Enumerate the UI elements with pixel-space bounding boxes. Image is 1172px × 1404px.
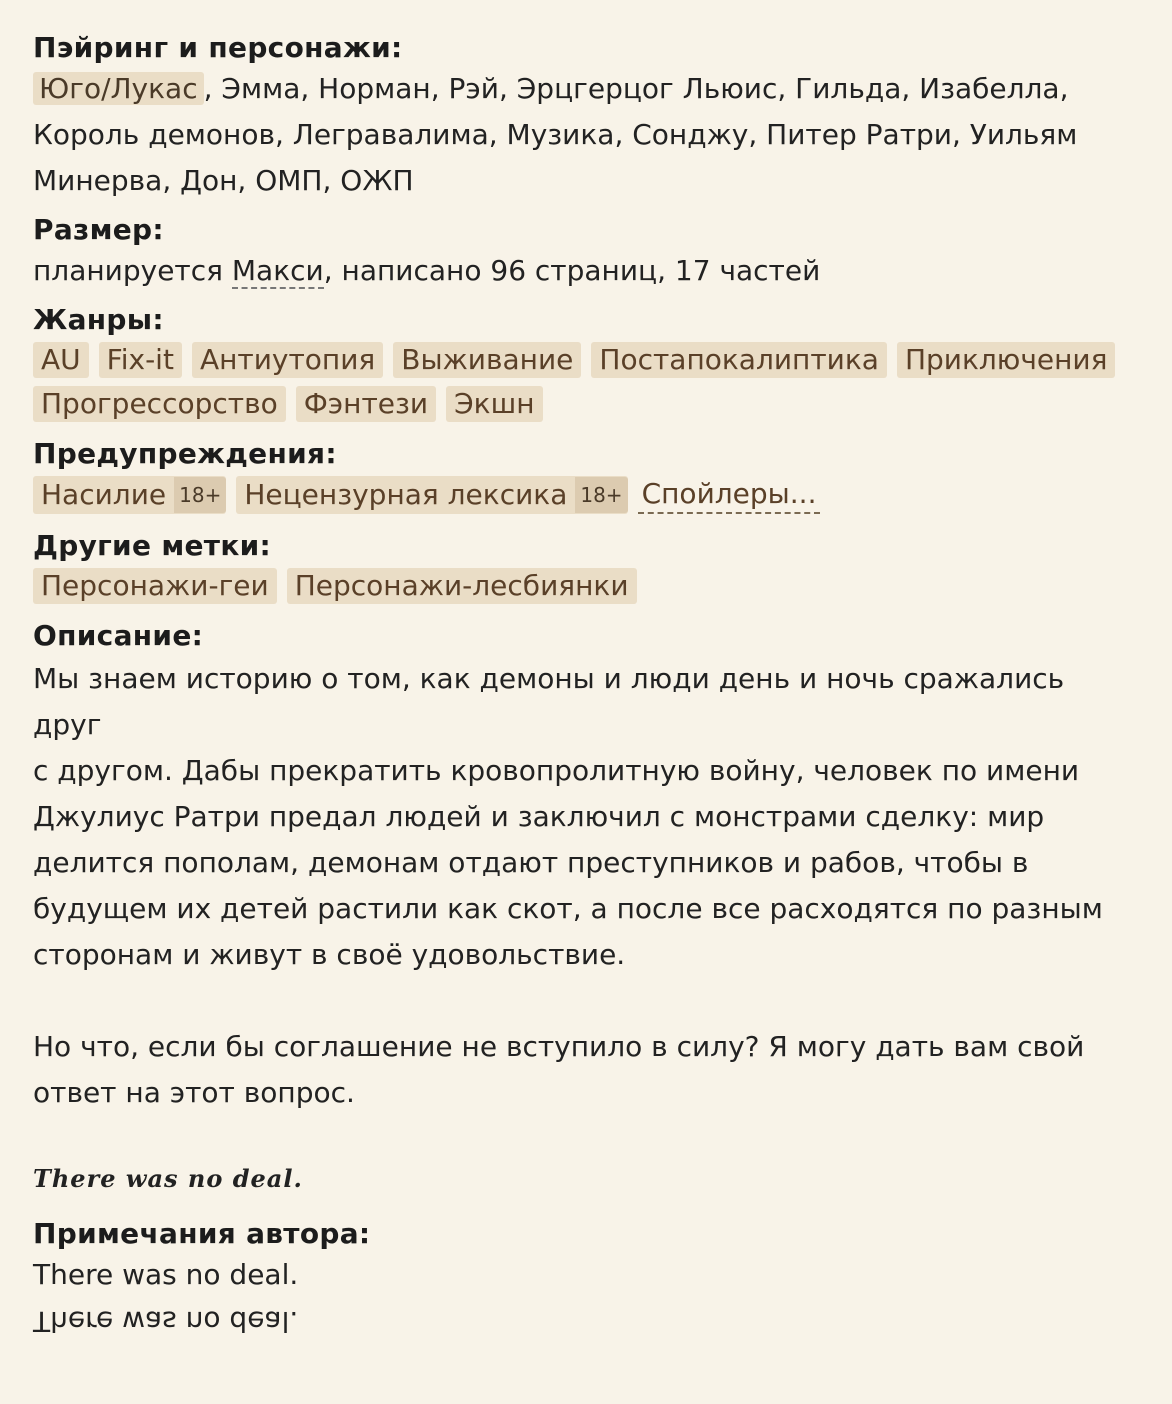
pairing-label: Пэйринг и персонажи: bbox=[33, 31, 403, 64]
size-link[interactable]: Макси bbox=[231, 254, 324, 287]
desc-line: Но что, если бы соглашение не вступило в силу? Я могу дать вам свой bbox=[33, 1030, 1085, 1063]
notes-line: There was no deal. bbox=[33, 1258, 299, 1291]
characters-line2: Король демонов, Легравалима, Музика, Сонджу, Питер Ратри, Уильям bbox=[33, 118, 1078, 151]
description-section bbox=[33, 618, 1133, 1202]
genres-tags bbox=[33, 342, 1133, 422]
genre-tag[interactable]: AU bbox=[33, 342, 89, 378]
desc-line: с другом. Дабы прекратить кровопролитную войну, человек по имени bbox=[33, 754, 1080, 787]
genre-tag[interactable]: Выживание bbox=[393, 342, 581, 378]
desc-line: Мы знаем историю о том, как демоны и люди день и ночь сражались друг bbox=[33, 662, 1065, 741]
genre-tag[interactable]: Фэнтези bbox=[296, 386, 436, 422]
genre-tag[interactable]: Экшн bbox=[446, 386, 542, 422]
pairing-section bbox=[33, 30, 1133, 204]
warnings-tags bbox=[33, 476, 1133, 514]
genres-label: Жанры: bbox=[33, 303, 164, 336]
spoilers-link[interactable]: Спойлеры... bbox=[638, 476, 821, 514]
genre-tag[interactable]: Приключения bbox=[897, 342, 1116, 378]
age-badge: 18+ bbox=[575, 477, 627, 513]
characters-line1: , Эмма, Норман, Рэй, Эрцгерцог Льюис, Гильда, Изабелла, bbox=[203, 72, 1069, 105]
other-tags-section bbox=[33, 528, 1133, 604]
genres-section bbox=[33, 302, 1133, 422]
genre-tag[interactable]: Постапокалиптика bbox=[591, 342, 887, 378]
warning-text: Нецензурная лексика bbox=[244, 478, 568, 511]
genre-tag[interactable]: Антиутопия bbox=[192, 342, 383, 378]
size-suffix: , написано 96 страниц, 17 частей bbox=[323, 254, 821, 287]
size-prefix: планируется bbox=[33, 254, 232, 287]
desc-line: сторонам и живут в своё удовольствие. bbox=[33, 938, 626, 971]
size-label: Размер: bbox=[33, 213, 164, 246]
notes-label: Примечания автора: bbox=[33, 1217, 371, 1250]
warnings-section bbox=[33, 436, 1133, 514]
desc-line: делится пополам, демонам отдают преступников и рабов, чтобы в bbox=[33, 846, 1029, 879]
warning-tag-violence[interactable] bbox=[33, 476, 226, 514]
age-badge: 18+ bbox=[174, 477, 226, 513]
gothic-line: There was no deal. bbox=[33, 1164, 303, 1193]
other-tag[interactable]: Персонажи-лесбиянки bbox=[287, 568, 637, 604]
genre-tag[interactable]: Fix-it bbox=[99, 342, 182, 378]
description-paragraph bbox=[33, 656, 1133, 978]
characters-line3: Минерва, Дон, ОМП, ОЖП bbox=[33, 164, 414, 197]
description-label: Описание: bbox=[33, 619, 204, 652]
notes-text bbox=[33, 1252, 1133, 1344]
other-tag[interactable]: Персонажи-геи bbox=[33, 568, 277, 604]
warnings-label: Предупреждения: bbox=[33, 437, 337, 470]
desc-line: будущем их детей растили как скот, а после все расходятся по разным bbox=[33, 892, 1103, 925]
notes-section bbox=[33, 1216, 1133, 1344]
notes-line-flipped: There was no deal. bbox=[33, 1305, 299, 1338]
genre-tag[interactable]: Прогрессорство bbox=[33, 386, 286, 422]
pairing-link[interactable]: Юго/Лукас bbox=[33, 72, 204, 105]
pairing-list bbox=[33, 66, 1133, 204]
warning-text: Насилие bbox=[41, 478, 167, 511]
desc-line: Джулиус Ратри предал людей и заключил с монстрами сделку: мир bbox=[33, 800, 1045, 833]
description-paragraph bbox=[33, 1024, 1133, 1116]
warning-tag-language[interactable] bbox=[236, 476, 627, 514]
other-tags bbox=[33, 568, 1133, 604]
description-text bbox=[33, 656, 1133, 1202]
size-section bbox=[33, 212, 1133, 294]
desc-line: ответ на этот вопрос. bbox=[33, 1076, 355, 1109]
size-value bbox=[33, 248, 1133, 294]
other-tags-label: Другие метки: bbox=[33, 529, 272, 562]
